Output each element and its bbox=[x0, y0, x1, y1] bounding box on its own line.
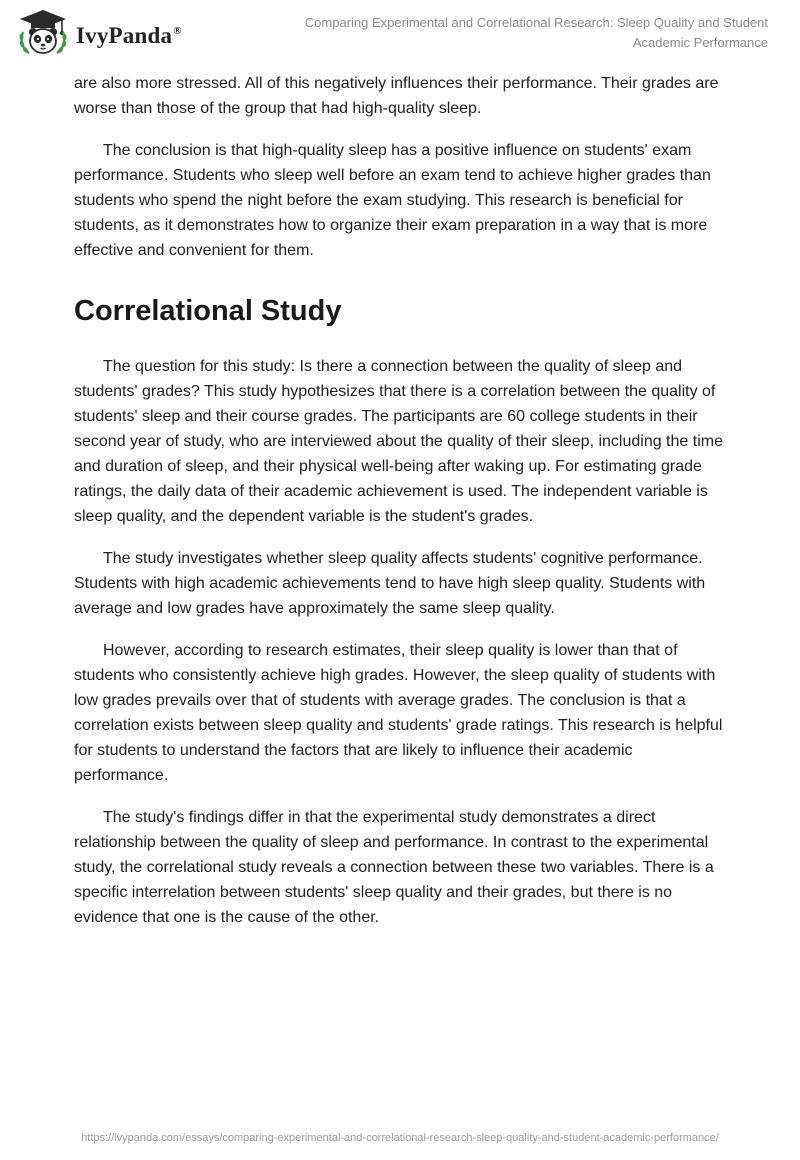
paragraph: However, according to research estimates, their sleep quality is lower than that of students who consistently achieve high grades. However, the sleep quality of students with low grades prevails over that of students with average grades. The conclusion is that a correlation exists between sleep quality and students' grade ratings. This research is helpful for students to understand the factors that are likely to influence their academic performance. bbox=[74, 642, 723, 784]
paragraph: The study investigates whether sleep quality affects students' cognitive performance. Students with high academic achievements tend to have high sleep quality. Students with average and low grades have approximately the same sleep quality. bbox=[74, 550, 706, 617]
page-header bbox=[0, 0, 800, 68]
document-title: Comparing Experimental and Correlational Research: Sleep Quality and Student Academic Performance bbox=[304, 15, 768, 50]
brand-name: IvyPanda® bbox=[76, 23, 182, 48]
logo[interactable] bbox=[16, 8, 182, 58]
paragraph: The question for this study: Is there a connection between the quality of sleep and students' grades? This study hypothesizes that there is a correlation between the quality of students' sleep and their course grades. The participants are 60 college students in their second year of study, who are interviewed about the quality of their sleep, including the time and duration of sleep, and their physical well-being after waking up. For estimating grade ratings, the daily data of their academic achievement is used. The independent variable is sleep quality, and the dependent variable is the student's grades. bbox=[74, 358, 723, 525]
paragraph: The conclusion is that high-quality sleep has a positive influence on students' exam performance. Students who sleep well before an exam tend to achieve higher grades than students who spend the night before the exam studying. This research is beneficial for students, as it demonstrates how to organize their exam preparation in a way that is more effective and convenient for them. bbox=[74, 142, 711, 259]
panda-graduate-icon bbox=[16, 8, 70, 58]
source-url[interactable]: https://ivypanda.com/essays/comparing-experimental-and-correlational-research-sleep-quality-and-student-academic-performance/ bbox=[81, 1132, 719, 1144]
registered-mark: ® bbox=[173, 25, 182, 38]
section-heading: Correlational Study bbox=[74, 295, 342, 327]
paragraph: The study's findings differ in that the experimental study demonstrates a direct relationship between the quality of sleep and performance. In contrast to the experimental study, the correlational study reveals a connection between these two variables. There is a specific interrelation between students' sleep quality and their grades, but there is no evidence that one is the cause of the other. bbox=[74, 809, 714, 926]
paragraph: are also more stressed. All of this negatively influences their performance. Their grades are worse than those of the group that had high-quality sleep. bbox=[74, 75, 719, 117]
essay-body bbox=[74, 71, 730, 947]
